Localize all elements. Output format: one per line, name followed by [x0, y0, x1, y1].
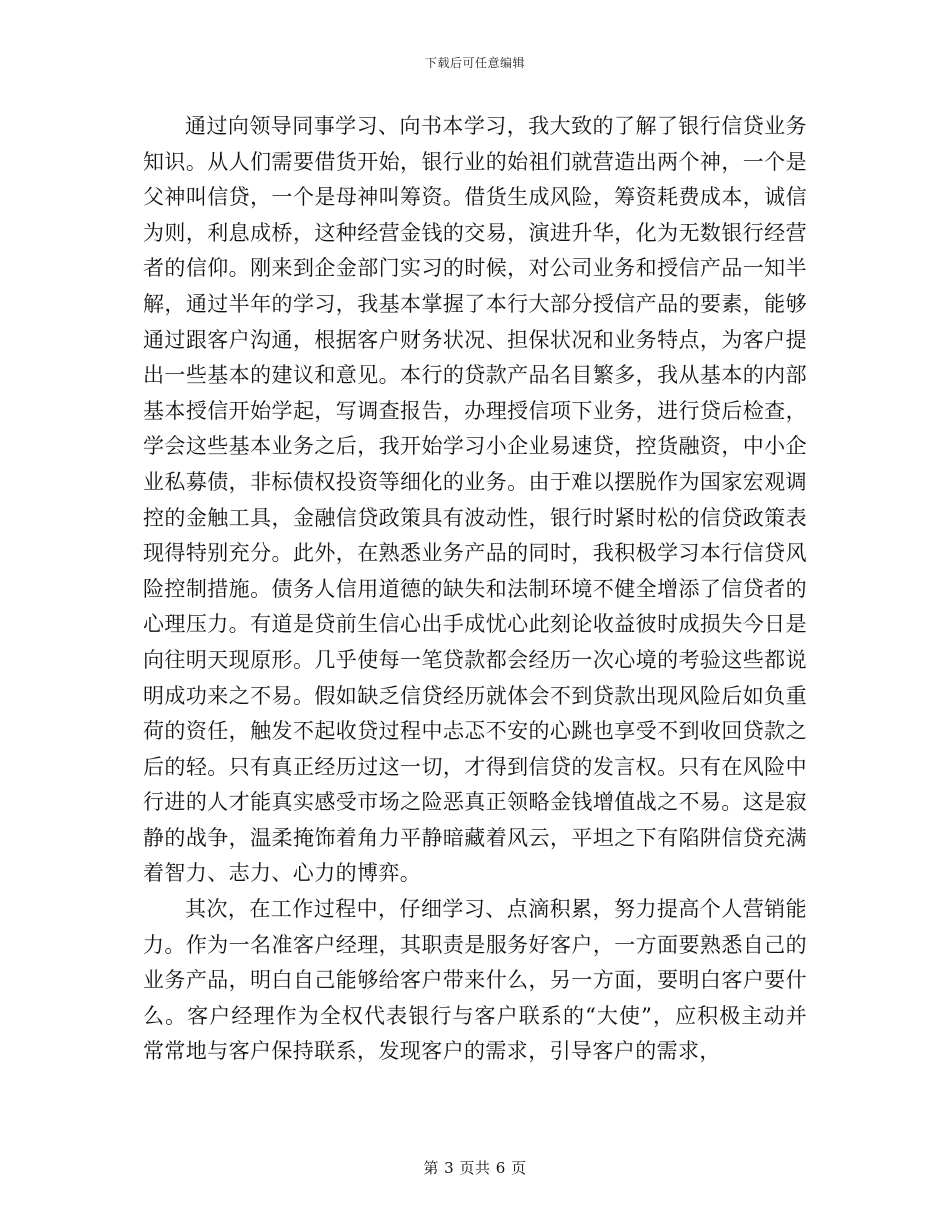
page-header: 下载后可任意编辑 [424, 56, 525, 70]
paragraph-1: 通过向领导同事学习、向书本学习，我大致的了解了银行信贷业务知识。从人们需要借货开始，银行业的始祖们就营造出两个神，一个是父神叫信贷，一个是母神叫筹资。借货生成风险，筹资耗费成本，诚信为则，利息成桥，这种经营金钱的交易，演进升华，化为无数银行经营者的信仰。刚来到企金部门实习的时候，对公司业务和授信产品一知半解，通过半年的学习，我基本掌握了本行大部分授信产品的要素，能够通过跟客户沟通，根据客户财务状况、担保状况和业务特点，为客户提出一些基本的建议和意见。本行的贷款产品名目繁多，我从基本的内部基本授信开始学起，写调查报告，办理授信项下业务，进行贷后检查，学会这些基本业务之后，我开始学习小企业易速贷，控货融资，中小企业私募债，非标债权投资等细化的业务。由于难以摆脱作为国家宏观调控的金触工具，金融信贷政策具有波动性，银行时紧时松的信贷政策表现得特别充分。此外，在熟悉业务产品的同时，我积极学习本行信贷风险控制措施。债务人信用道德的缺失和法制环境不健全增添了信贷者的心理压力。有道是贷前生信心出手成忧心此刻论收益彼时成损失今日是向往明天现原形。几乎使每一笔贷款都会经历一次心境的考验这些都说明成功来之不易。假如缺乏信贷经历就体会不到贷款出现风险后如负重荷的资任，触发不起收贷过程中忐忑不安的心跳也享受不到收回贷款之后的轻。只有真正经历过这一切，才得到信贷的发言权。只有在风险中行进的人才能真实感受市场之险恶真正领略金钱增值战之不易。这是寂静的战争，温柔掩饰着角力平静暗藏着风云，平坦之下有陷阱信贷充满着智力、志力、心力的博弈。 [143, 114, 807, 886]
document-body [143, 109, 807, 1070]
page-footer: 第 3 页共 6 页 [423, 1159, 527, 1177]
paragraph-2: 其次，在工作过程中，仔细学习、点滴积累，努力提高个人营销能力。作为一名准客户经理，其职责是服务好客户，一方面要熟悉自己的业务产品，明白自己能够给客户带来什么，另一方面，要明白客户要什么。客户经理作为全权代表银行与客户联系的“大使”，应积极主动并常常地与客户保持联系，发现客户的需求，引导客户的需求， [143, 897, 807, 1064]
